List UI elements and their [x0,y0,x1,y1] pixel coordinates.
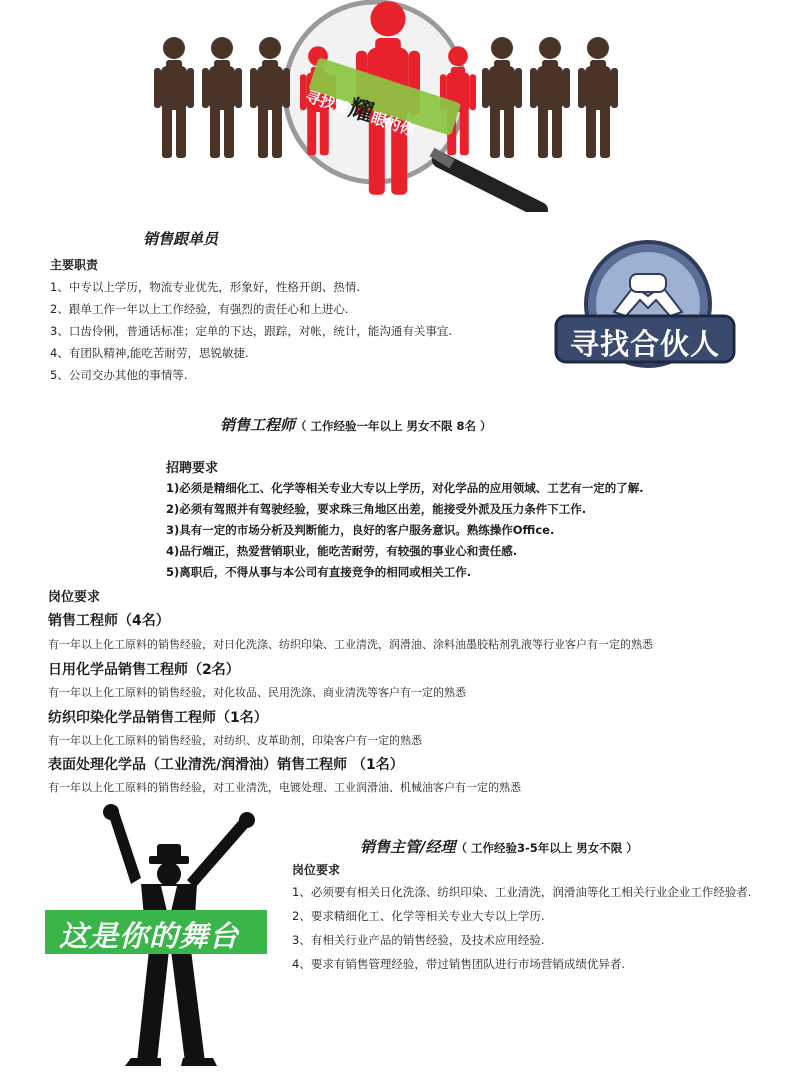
section2-title: 销售工程师 [220,416,296,434]
requirement-item: 5)离职后，不得从事与本公司有直接竞争的相同或相关工作. [166,565,472,579]
section1-item: 4、有团队精神,能吃苦耐劳，思锐敏捷. [50,346,249,360]
stage-illustration [45,800,275,1070]
section3-note: （ 工作经验3-5年以上 男女不限 ） [455,841,638,855]
position-title: 纺织印染化学品销售工程师（1名） [48,710,268,726]
section3-item: 1、必须要有相关日化洗涤、纺织印染、工业清洗，润滑油等化工相关行业企业工作经验者. [292,885,752,899]
requirements-heading: 招聘要求 [166,461,219,476]
section2-heading [220,414,492,435]
position-title: 表面处理化学品（工业清洗/润滑油）销售工程师 （1名） [48,757,404,773]
section2-note: （ 工作经验一年以上 男女不限 8名 ） [295,419,492,433]
position-desc: 有一年以上化工原料的销售经验，对工业清洗，电镀处理、工业润滑油、机械油客户有一定的熟悉 [48,781,521,794]
position-title: 销售工程师（4名） [48,613,170,629]
section1-item: 2、跟单工作一年以上工作经验，有强烈的责任心和上进心. [50,302,349,316]
section3-heading [360,836,638,857]
section1-item: 1、中专以上学历，物流专业优先，形象好，性格开朗、热情. [50,280,360,294]
section1-item: 5、公司交办其他的事情等. [50,368,188,382]
section1-subtitle: 主要职责 [50,258,99,272]
magnifier-slogan: 寻找最耀眼的你 [303,87,418,140]
section3-item: 2、要求精细化工、化学等相关专业大专以上学历. [292,909,545,923]
requirement-item: 2)必须有驾照并有驾驶经验，要求珠三角地区出差，能接受外派及压力条件下工作. [166,502,587,516]
section1-item: 3、口齿伶俐，普通话标准；定单的下达，跟踪，对帐，统计，能沟通有关事宜. [50,324,452,338]
position-desc: 有一年以上化工原料的销售经验，对日化洗涤、纺织印染、工业清洗，润滑油、涂料油墨胶粘剂乳液等行业客户有一定的熟悉 [48,638,653,651]
positions-heading: 岗位要求 [48,590,101,605]
requirement-item: 4)品行端正，热爱营销职业，能吃苦耐劳，有较强的事业心和责任感. [166,544,518,558]
requirement-item: 3)具有一定的市场分析及判断能力，良好的客户服务意识。熟练操作Office. [166,523,555,537]
recruitment-banner [150,0,630,212]
section3-title: 销售主管/经理 [360,838,456,856]
partner-badge-text: 寻找合伙人 [570,327,721,361]
position-desc: 有一年以上化工原料的销售经验，对化妆品、民用洗涤、商业清洗等客户有一定的熟悉 [48,686,466,699]
section3-subtitle: 岗位要求 [292,863,341,877]
stage-badge-text: 这是你的舞台 [59,919,240,953]
partner-badge [552,238,737,370]
section3-item: 3、有相关行业产品的销售经验，及技术应用经验. [292,933,545,947]
requirement-item: 1)必须是精细化工、化学等相关专业大专以上学历，对化学品的应用领域、工艺有一定的了解. [166,481,644,495]
position-title: 日用化学品销售工程师（2名） [48,662,240,678]
section1-title: 销售跟单员 [143,230,219,248]
section3-item: 4、要求有销售管理经验，带过销售团队进行市场营销成绩优异者. [292,957,625,971]
position-desc: 有一年以上化工原料的销售经验，对纺织、皮革助剂，印染客户有一定的熟悉 [48,734,422,747]
